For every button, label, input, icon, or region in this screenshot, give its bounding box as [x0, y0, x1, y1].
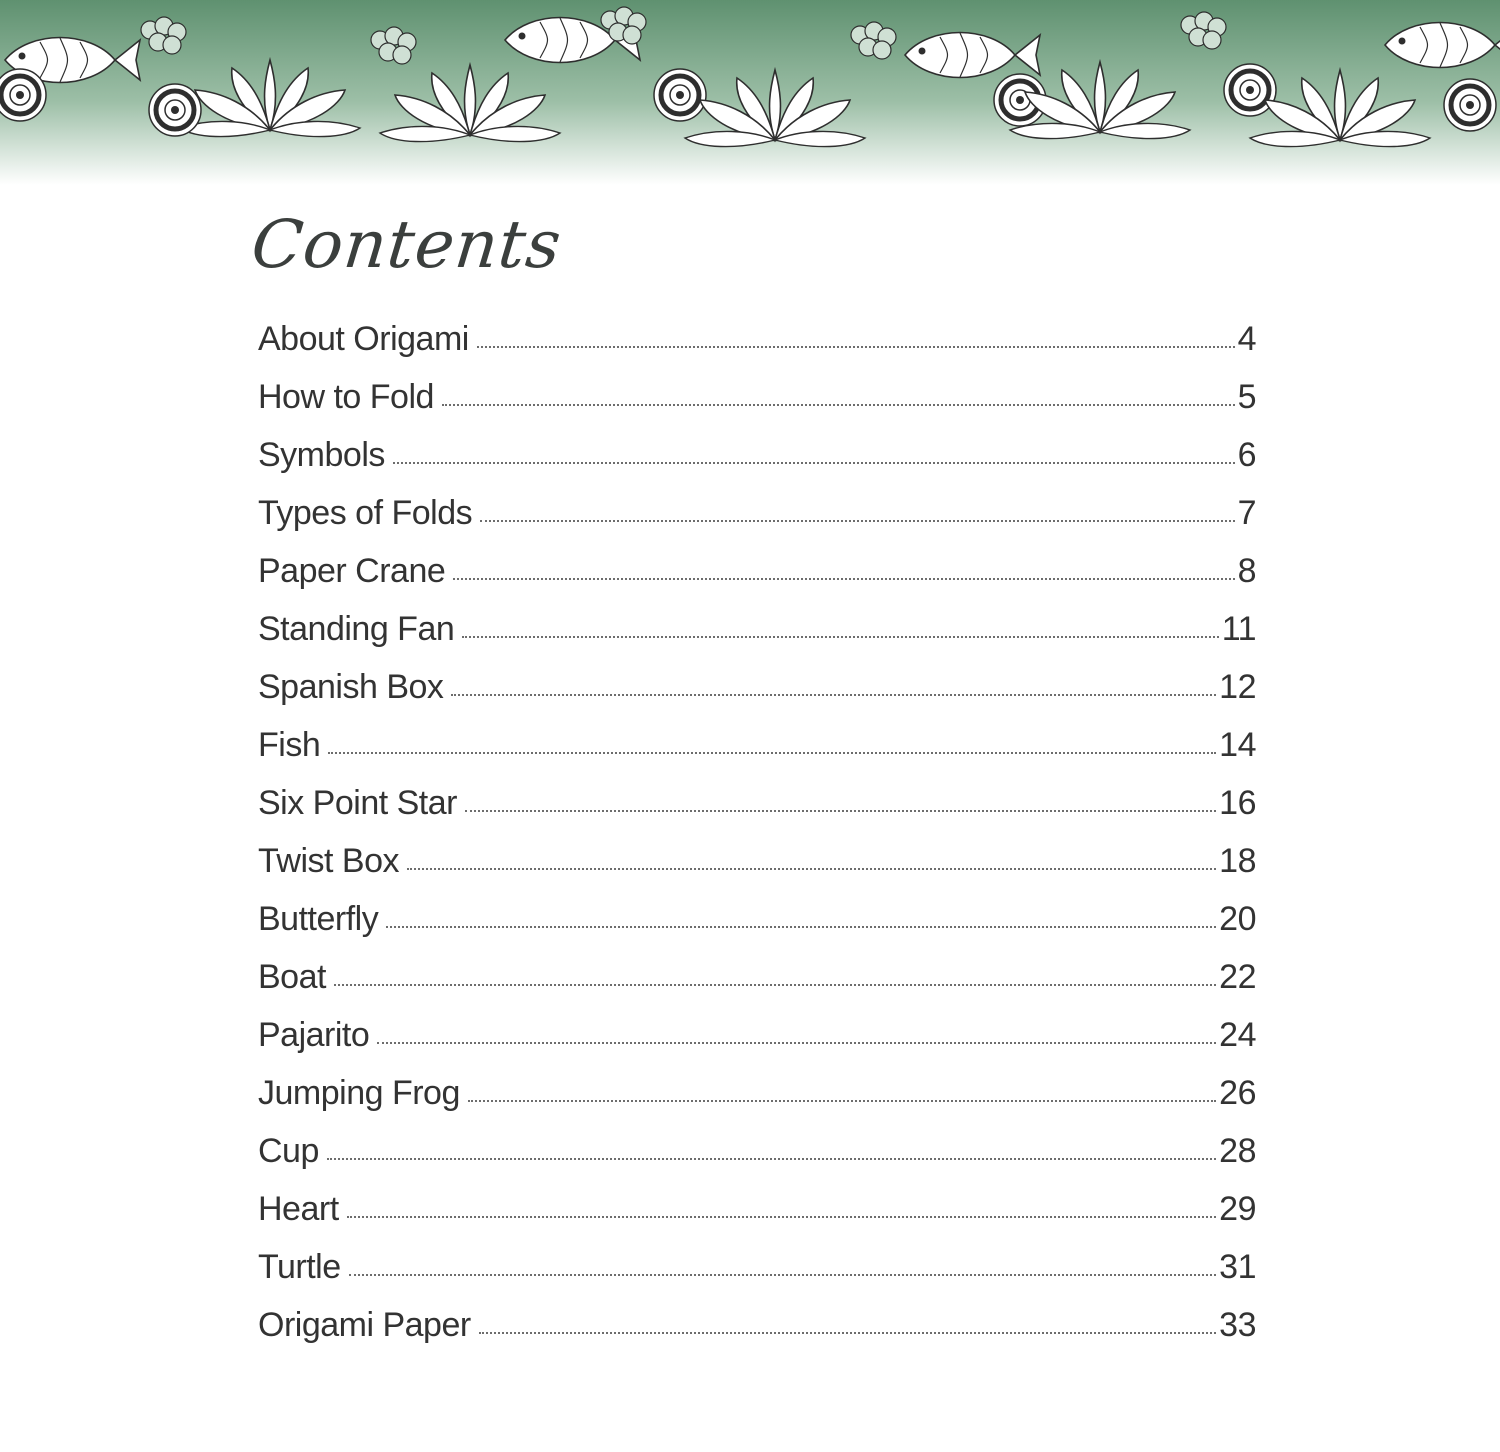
toc-entry [258, 436, 1256, 494]
toc-entry [258, 842, 1256, 900]
decorative-floral-banner [0, 0, 1500, 185]
toc-entry-page: 18 [1219, 842, 1256, 880]
toc-dot-leader [451, 694, 1216, 696]
toc-dot-leader [349, 1274, 1217, 1276]
toc-entry-title: Symbols [258, 436, 385, 474]
toc-entry [258, 1306, 1256, 1364]
toc-entry [258, 784, 1256, 842]
toc-dot-leader [453, 578, 1234, 580]
toc-entry [258, 1132, 1256, 1190]
toc-dot-leader [377, 1042, 1216, 1044]
toc-dot-leader [477, 346, 1235, 348]
toc-entry-title: About Origami [258, 320, 469, 358]
toc-entry-title: Heart [258, 1190, 339, 1228]
toc-dot-leader [480, 520, 1234, 522]
toc-dot-leader [328, 752, 1216, 754]
toc-dot-leader [327, 1158, 1216, 1160]
toc-entry [258, 320, 1256, 378]
toc-entry-title: Turtle [258, 1248, 341, 1286]
toc-entry-page: 31 [1219, 1248, 1256, 1286]
toc-entry-page: 28 [1219, 1132, 1256, 1170]
table-of-contents [258, 320, 1256, 1364]
toc-entry-page: 11 [1221, 610, 1256, 648]
toc-entry-page: 12 [1219, 668, 1256, 706]
toc-entry-page: 20 [1219, 900, 1256, 938]
toc-entry-title: Twist Box [258, 842, 399, 880]
toc-dot-leader [386, 926, 1216, 928]
toc-dot-leader [465, 810, 1216, 812]
toc-dot-leader [407, 868, 1216, 870]
toc-entry-title: Jumping Frog [258, 1074, 460, 1112]
toc-dot-leader [442, 404, 1235, 406]
toc-entry [258, 1190, 1256, 1248]
toc-entry-title: Six Point Star [258, 784, 457, 822]
toc-entry [258, 610, 1256, 668]
toc-entry [258, 726, 1256, 784]
page-title: Contents [248, 206, 566, 283]
toc-entry [258, 1016, 1256, 1074]
toc-dot-leader [393, 462, 1235, 464]
toc-entry-title: Boat [258, 958, 326, 996]
toc-entry-page: 4 [1237, 320, 1256, 358]
toc-dot-leader [468, 1100, 1216, 1102]
toc-dot-leader [334, 984, 1216, 986]
toc-entry-page: 24 [1219, 1016, 1256, 1054]
toc-entry-page: 16 [1219, 784, 1256, 822]
toc-entry-title: Pajarito [258, 1016, 370, 1054]
toc-entry-title: Origami Paper [258, 1306, 471, 1344]
toc-entry [258, 668, 1256, 726]
toc-entry-page: 26 [1219, 1074, 1256, 1112]
toc-entry-page: 22 [1219, 958, 1256, 996]
toc-entry [258, 900, 1256, 958]
toc-entry-title: Paper Crane [258, 552, 446, 590]
toc-entry-page: 8 [1237, 552, 1256, 590]
toc-entry-page: 5 [1237, 378, 1256, 416]
toc-dot-leader [462, 636, 1218, 638]
toc-entry-page: 33 [1219, 1306, 1256, 1344]
toc-entry-page: 6 [1237, 436, 1256, 474]
toc-entry-page: 7 [1237, 494, 1256, 532]
toc-entry-page: 29 [1219, 1190, 1256, 1228]
toc-entry-page: 14 [1219, 726, 1256, 764]
toc-entry [258, 1074, 1256, 1132]
toc-entry [258, 958, 1256, 1016]
toc-entry-title: Spanish Box [258, 668, 444, 706]
toc-entry-title: Fish [258, 726, 321, 764]
toc-entry-title: Types of Folds [258, 494, 473, 532]
toc-dot-leader [347, 1216, 1217, 1218]
toc-entry [258, 552, 1256, 610]
toc-entry-title: Standing Fan [258, 610, 455, 648]
toc-entry [258, 378, 1256, 436]
toc-entry [258, 1248, 1256, 1306]
toc-entry-title: Cup [258, 1132, 319, 1170]
toc-entry-title: How to Fold [258, 378, 434, 416]
toc-dot-leader [479, 1332, 1216, 1334]
toc-entry-title: Butterfly [258, 900, 379, 938]
toc-entry [258, 494, 1256, 552]
